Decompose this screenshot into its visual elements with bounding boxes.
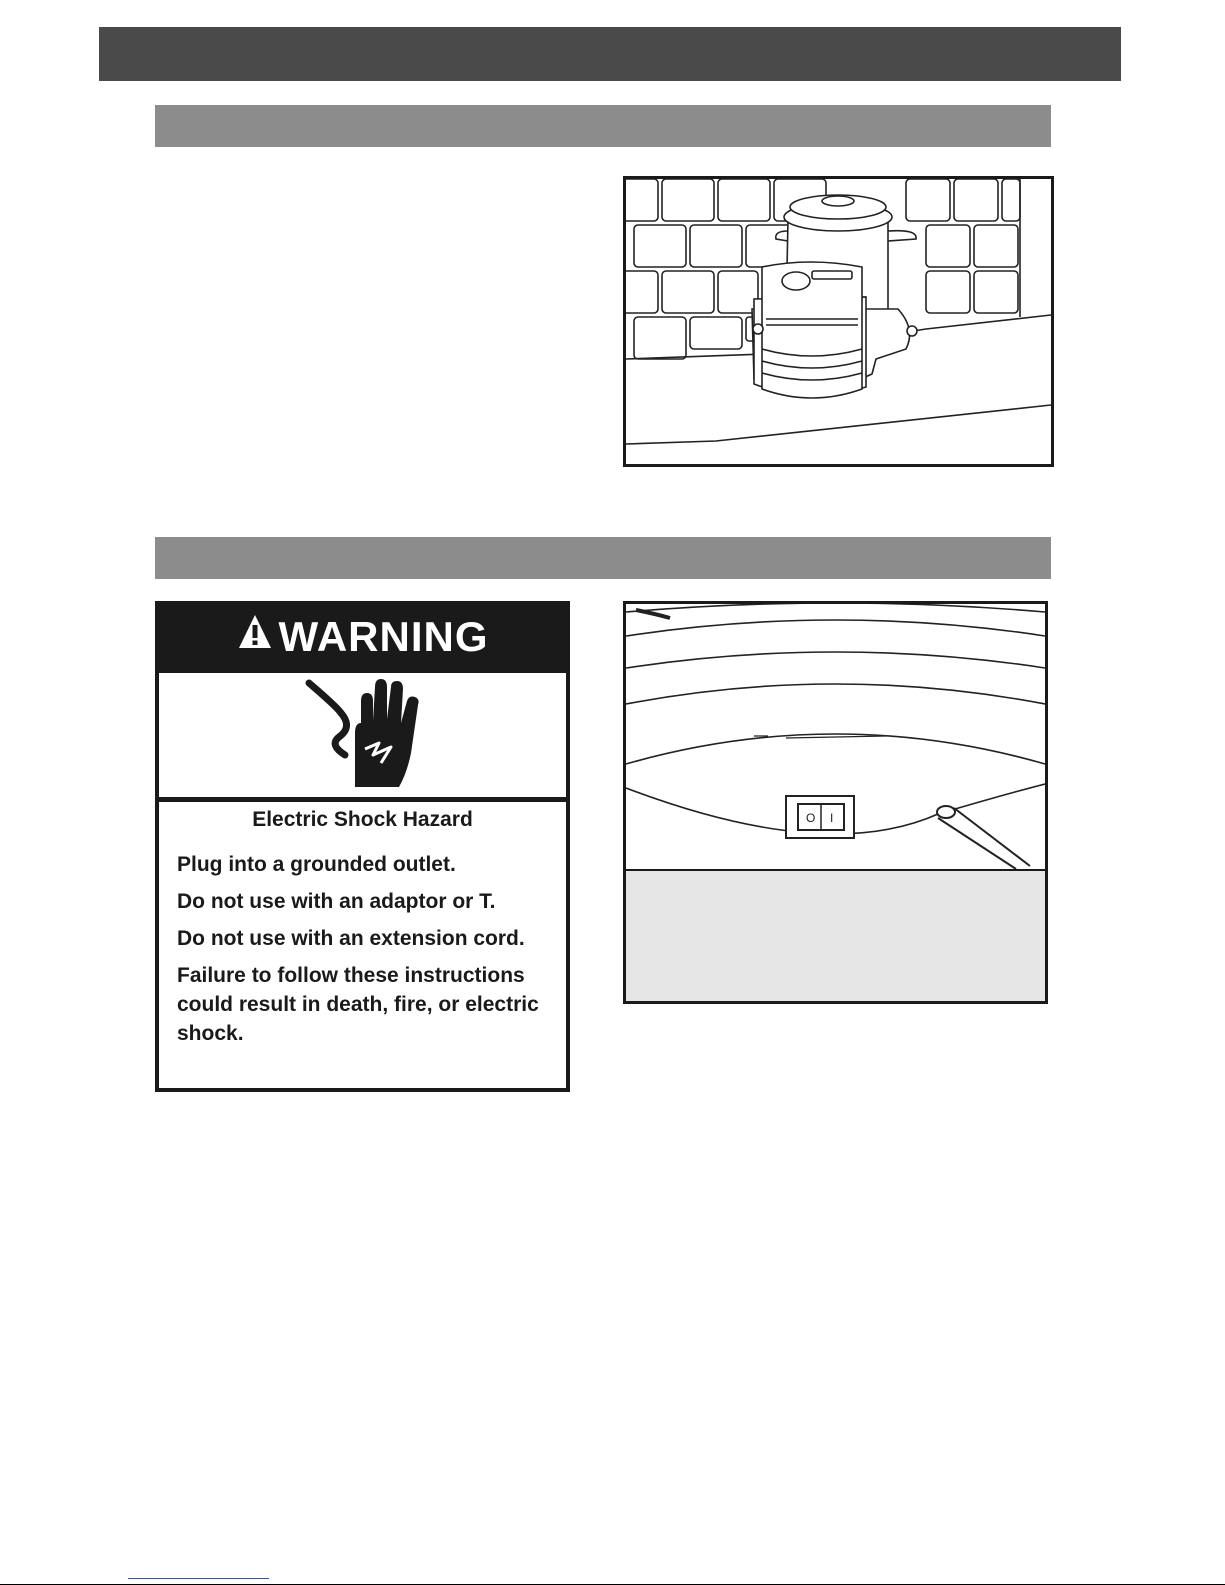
switch-label-off: O xyxy=(806,811,816,825)
countertop-illustration xyxy=(623,176,1054,467)
warning-line-adaptor: Do not use with an adaptor or T. xyxy=(177,890,496,913)
power-cord xyxy=(937,806,1030,869)
cook-processor-illustration xyxy=(626,179,1051,464)
page-header-bar xyxy=(99,27,1121,81)
warning-line-grounded: Plug into a grounded outlet. xyxy=(177,853,456,876)
footer-link-underline xyxy=(128,1578,269,1579)
warning-label xyxy=(155,601,570,1092)
warning-header xyxy=(155,601,570,673)
hazard-title: Electric Shock Hazard xyxy=(252,808,473,831)
switch-label-on: I xyxy=(830,811,834,825)
section-header-bar-2 xyxy=(155,537,1051,579)
electric-shock-hand-icon xyxy=(159,673,566,797)
alert-triangle-icon xyxy=(237,613,273,661)
warning-title: WARNING xyxy=(278,613,489,660)
warning-line-extension: Do not use with an extension cord. xyxy=(177,927,525,950)
hazard-icon-panel xyxy=(159,673,566,797)
rocker-switch[interactable] xyxy=(786,796,854,838)
warning-line-failure: Failure to follow these instructions could result in death, fire, or electric shock. xyxy=(177,964,539,1045)
power-switch-illustration xyxy=(623,601,1048,1004)
hazard-text-panel xyxy=(159,802,566,1088)
power-switch-closeup xyxy=(626,604,1045,869)
section-header-bar-1 xyxy=(155,105,1051,147)
illustration-caption-area xyxy=(626,869,1045,1001)
